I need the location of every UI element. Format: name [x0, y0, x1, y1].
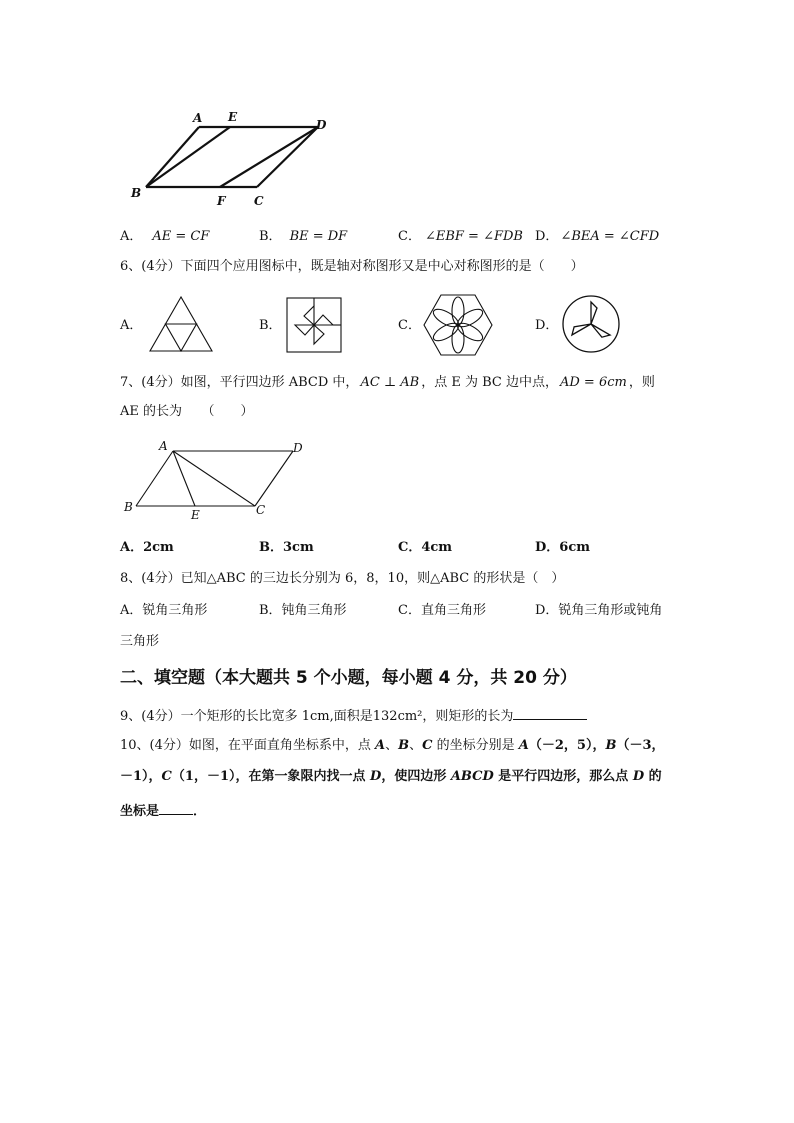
q10-text: （1，－1），在第一象限内找一点 — [171, 769, 371, 784]
q10-coord-a: （－2，5）， — [528, 738, 606, 753]
q10-point-d: D — [370, 769, 382, 784]
q7-stem-line2: AE 的长为 （ ） — [120, 404, 254, 419]
q10-text: ． — [193, 804, 207, 819]
q7-option-b[interactable]: B．3cm — [259, 540, 314, 555]
q5-option-d[interactable] — [535, 229, 659, 245]
q7-label-e: E — [191, 508, 200, 522]
q7-edge-ac — [173, 451, 255, 506]
q8-option-c[interactable]: C．直角三角形 — [398, 603, 486, 618]
q5-edge-dc — [257, 127, 318, 187]
q5-label-b: B — [131, 186, 142, 200]
q6-stem: 6、(4分）下面四个应用图标中，既是轴对称图形又是中心对称图形的是（ ） — [120, 259, 584, 274]
q10-text: 是平行四边形，那么点 — [493, 769, 633, 784]
q6-option-c-flower-hexagon-icon[interactable] — [424, 293, 494, 357]
q7-option-a[interactable]: A．2cm — [120, 540, 174, 555]
q10-text: 的 — [644, 769, 662, 784]
q5-option-b-expr: BE = DF — [289, 229, 348, 244]
q6-option-a-letter[interactable]: A． — [120, 318, 143, 333]
q10-text: ，使四边形 — [381, 769, 451, 784]
q7-option-d[interactable]: D．6cm — [535, 540, 590, 555]
q7-stem-line1 — [120, 375, 655, 391]
q9-answer-blank[interactable] — [513, 707, 587, 720]
section2-title: 二、填空题（本大题共 5 个小题，每小题 4 分，共 20 分） — [120, 668, 577, 688]
q10-point-a: A — [375, 738, 386, 753]
q5-option-d-letter: D． — [535, 229, 559, 244]
q5-option-a-expr: AE = CF — [152, 229, 210, 244]
q9-area: 132cm² — [372, 709, 423, 724]
q8-option-a[interactable]: A．锐角三角形 — [120, 603, 208, 618]
q7-edge-ba — [136, 451, 173, 506]
q10-point-a: A — [518, 738, 529, 753]
q7-label-d: D — [293, 441, 303, 455]
q10-point-b: B — [398, 738, 410, 753]
q7-expr2: AD = 6cm — [559, 375, 627, 390]
q5-edge-ba — [146, 127, 199, 187]
q7-label-a: A — [159, 439, 168, 453]
q10-point-c: C — [161, 769, 172, 784]
q7-label-b: B — [124, 500, 133, 514]
q10-text: 、 — [385, 738, 399, 753]
q5-label-c: C — [254, 194, 264, 208]
q5-edge-be — [146, 127, 230, 187]
q10-line3 — [120, 802, 206, 820]
q10-coord-b: －1）， — [120, 769, 162, 784]
q8-stem: 8、(4分）已知△ABC 的三边长分别为 6，8，10，则△ABC 的形状是（ ） — [120, 571, 565, 586]
q10-quad-abcd: ABCD — [450, 769, 494, 784]
q5-option-a-letter: A． — [120, 229, 143, 244]
q7-stem-part3: ，则 — [628, 375, 655, 390]
q10-text: 的坐标分别是 — [432, 738, 519, 753]
q7-edge-ae — [173, 451, 195, 506]
q10-text: 、 — [409, 738, 423, 753]
q5-label-f: F — [217, 194, 226, 208]
q10-text: 10、(4分）如图，在平面直角坐标系中，点 — [120, 738, 376, 753]
q5-option-b[interactable] — [259, 229, 347, 245]
q7-edge-dc — [255, 451, 293, 506]
q5-label-a: A — [193, 111, 203, 125]
q5-label-d: D — [316, 118, 327, 132]
q6-option-a-triangle-icon[interactable] — [148, 295, 218, 355]
q10-text: 坐标是 — [120, 804, 160, 819]
q5-option-c-letter: C． — [398, 229, 421, 244]
q5-option-c-expr: ∠EBF = ∠FDB — [424, 229, 523, 244]
q5-option-b-letter: B． — [259, 229, 282, 244]
q6-option-c-letter[interactable]: C． — [398, 318, 421, 333]
q5-option-a[interactable] — [120, 229, 209, 245]
q8-option-d-continued: 三角形 — [120, 634, 160, 649]
q7-expr1: AC ⊥ AB — [360, 375, 420, 390]
q8-option-b[interactable]: B．钝角三角形 — [259, 603, 347, 618]
q10-point-c: C — [422, 738, 433, 753]
q5-option-d-expr: ∠BEA = ∠CFD — [560, 229, 660, 244]
q5-label-e: E — [228, 110, 238, 124]
q10-line2 — [120, 769, 662, 785]
q6-option-b-pinwheel-icon[interactable] — [286, 297, 346, 357]
q10-coord-b: （－3， — [616, 738, 665, 753]
q10-point-b: B — [605, 738, 617, 753]
q6-option-d-circle-blade-icon[interactable] — [561, 294, 623, 356]
q7-label-c: C — [256, 503, 266, 517]
q5-option-c[interactable] — [398, 229, 523, 245]
q9-stem — [120, 707, 587, 725]
q10-answer-blank[interactable] — [159, 802, 193, 815]
q8-option-d[interactable]: D．锐角三角形或钝角 — [535, 603, 663, 618]
q5-edge-fd — [220, 127, 318, 187]
q9-stem-part2: ，则矩形的长为 — [422, 709, 514, 724]
q7-option-c[interactable]: C．4cm — [398, 540, 453, 555]
q7-parallelogram-figure — [120, 440, 320, 520]
q6-option-d-letter[interactable]: D． — [535, 318, 559, 333]
q10-point-d: D — [632, 769, 645, 784]
q6-option-b-letter[interactable]: B． — [259, 318, 282, 333]
q7-stem-part2: ，点 E 为 BC 边中点， — [421, 375, 558, 390]
q9-stem-part1: 9、(4分）一个矩形的长比宽多 1cm,面积是 — [120, 709, 373, 724]
q10-line1 — [120, 738, 665, 754]
q7-stem-part1: 7、(4分）如图，平行四边形 ABCD 中， — [120, 375, 359, 390]
q5-parallelogram-figure — [120, 100, 360, 210]
